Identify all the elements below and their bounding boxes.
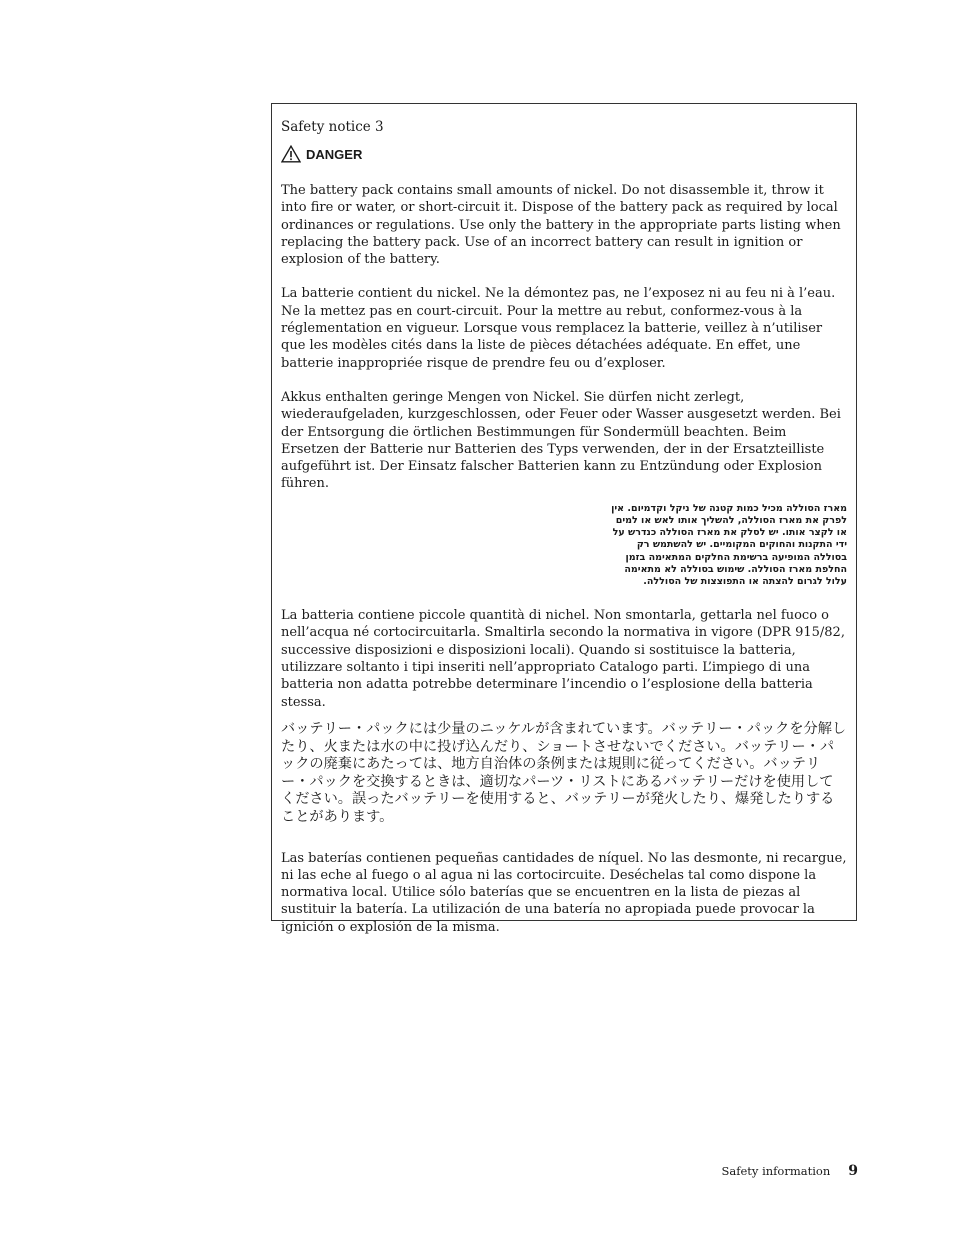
paragraph-hebrew: מארז הסוללה מכיל כמות קטנה של ניקל וקדמיום. אין לפרק את מארז הסוללה, להשליך אותו לאש או למים או לקצר אותו. יש לסלק את מארז הסוללה כנדרש על ידי התקנות והחוקים המקומיים. יש להשתמש רק בסוללה המופיעה ברשימת החלקים המתאימה בזמן החלפת מארז הסוללה. שימוש בסוללה לא מתאימה עלול לגרום להצתה או התפוצצות של הסוללה. [611, 502, 847, 587]
notice-title: Safety notice 3 [281, 119, 384, 135]
page-footer [722, 1163, 858, 1179]
paragraph-spanish: Las baterías contienen pequeñas cantidades de níquel. No las desmonte, ni recargue, ni las eche al fuego o al agua ni las cortocircuite. Deséchelas tal como dispone la normativa local. Utilice sólo baterías que se encuentren en la lista de piezas al sustituir la batería. La utilización de una batería no apropiada puede provocar la ignición o explosión de la misma. [281, 850, 847, 935]
danger-heading [281, 145, 847, 163]
paragraph-japanese: バッテリー・パックには少量のニッケルが含まれています。バッテリー・パックを分解したり、火または水の中に投げ込んだり、ショートさせないでください。バッテリー・パックの廃棄にあたっては、地方自治体の条例または規則に従ってください。バッテリー・パックを交換するときは、適切なパーツ・リストにあるバッテリーだけを使用してください。誤ったバッテリーを使用すると、バッテリーが発火したり、爆発したりすることがあります。 [281, 720, 847, 825]
safety-notice-content [281, 119, 847, 953]
paragraph-english: The battery pack contains small amounts of nickel. Do not disassemble it, throw it into fire or water, or short-circuit it. Dispose of the battery pack as required by local ordinances or regulations. Use only the battery in the appropriate parts listing when replacing the battery pack. Use of an incorrect battery can result in ignition or explosion of the battery. [281, 183, 841, 268]
footer-section-label: Safety information [721, 1164, 831, 1178]
safety-notice-box [271, 103, 857, 935]
danger-label: DANGER [306, 146, 363, 162]
paragraph-italian: La batteria contiene piccole quantità di nichel. Non smontarla, gettarla nel fuoco o nell’acqua né cortocircuitarla. Smaltirla secondo la normativa in vigore (DPR 915/82, successive disposizioni e disposizioni locali). Quando si sostituisce la batteria, utilizzare soltanto i tipi inseriti nell’appropriato Catalogo parti. L’impiego di una batteria non adatta potrebbe determinare l’incendio o l’esplosione della batteria stessa. [281, 608, 845, 710]
paragraph-german: Akkus enthalten geringe Mengen von Nickel. Sie dürfen nicht zerlegt, wiederaufgeladen, kurzgeschlossen, oder Feuer oder Wasser ausgesetzt werden. Bei der Entsorgung die örtlichen Bestimmungen für Sondermüll beachten. Beim Ersetzen der Batterie nur Batterien des Typs verwenden, der in der Ersatzteilliste aufgeführt ist. Der Einsatz falscher Batterien kann zu Entzündung oder Explosion führen. [281, 389, 841, 492]
page-number: 9 [848, 1163, 858, 1179]
paragraph-french: La batterie contient du nickel. Ne la démontez pas, ne l’exposez ni au feu ni à l’eau. Ne la mettez pas en court-circuit. Pour la mettre au rebut, conformez-vous à la réglementation en vigueur. Lorsque vous remplacez la batterie, veillez à n’utiliser que les modèles cités dans la liste de pièces détachées adéquate. En effet, une batterie inappropriée risque de prendre feu ou d’exploser. [281, 286, 836, 371]
warning-triangle-icon [281, 145, 301, 163]
